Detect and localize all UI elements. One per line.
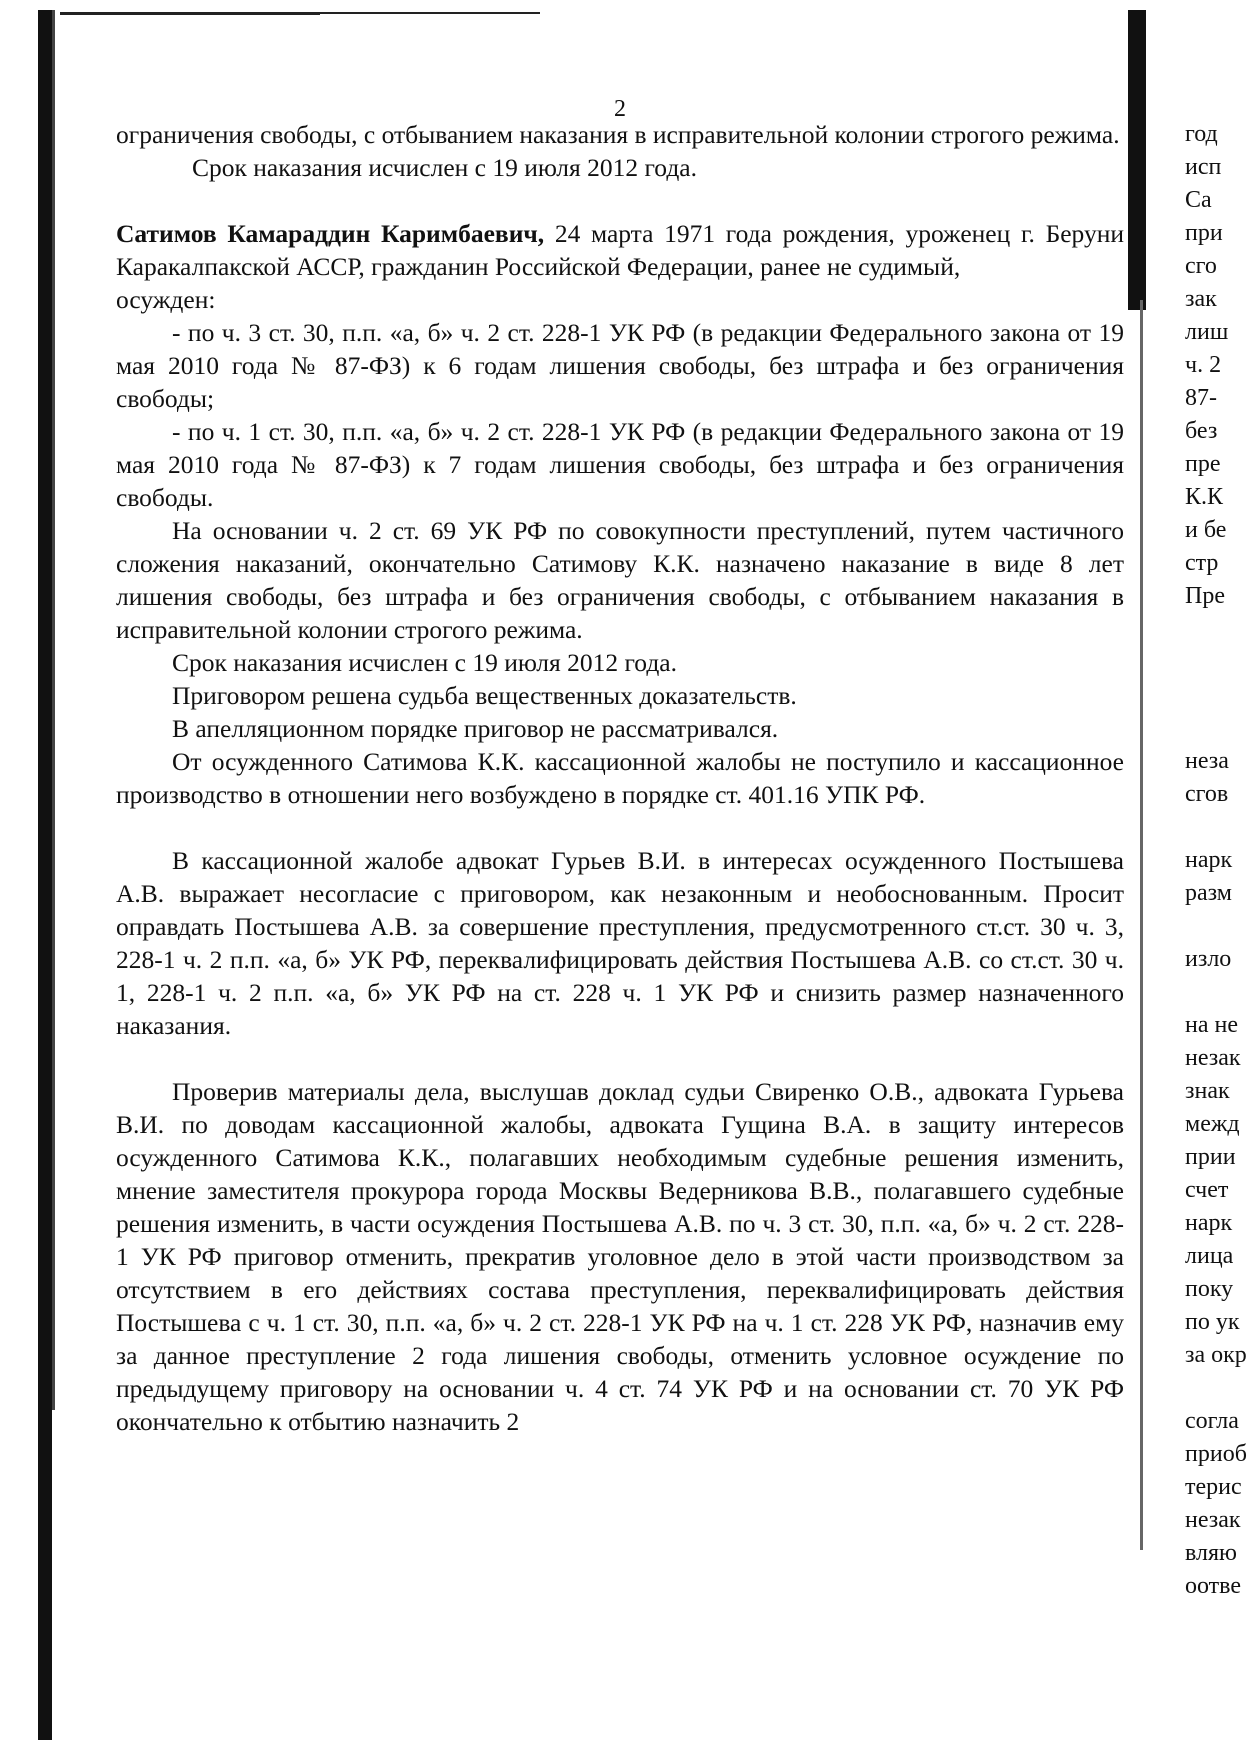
defendant-name: Сатимов Камараддин Каримбаевич,	[116, 219, 545, 248]
fragment-line	[1185, 811, 1245, 844]
spacer	[116, 1042, 1124, 1075]
scan-edge-left	[38, 10, 52, 1740]
top-rule-left	[60, 12, 320, 15]
fragment-line: знак	[1185, 1078, 1230, 1104]
paragraph-appeal: В апелляционном порядке приговор не рассматривался.	[172, 714, 779, 743]
fragment-line: сго	[1185, 253, 1217, 279]
fragment-line: год	[1185, 121, 1218, 147]
fragment-line: за окр	[1185, 1342, 1247, 1368]
fragment-line	[1185, 1372, 1245, 1405]
fragment-line: лиш	[1185, 319, 1229, 345]
fragment-spacer	[1185, 613, 1245, 646]
fragment-line: Пре	[1185, 583, 1225, 609]
defendant-details: 24 марта 1971 года рождения, уроженец г. Беруни Каракалпакской АССР, гражданин Российской Федерации, ранее не судимый,	[116, 219, 1124, 281]
fragment-line: счет	[1185, 1177, 1229, 1203]
fragment-line: пре	[1185, 451, 1221, 477]
fragment-line	[1185, 976, 1245, 1009]
fragment-line: согла	[1185, 1408, 1239, 1434]
fragment-line: К.К	[1185, 484, 1224, 510]
scan-edge-left-inner	[52, 10, 55, 1410]
fragment-line: нарк	[1185, 1210, 1233, 1236]
fragment-line: зак	[1185, 286, 1217, 312]
fragment-line: ч. 2	[1185, 352, 1222, 378]
paragraph-cassation: От осужденного Сатимова К.К. кассационной жалобы не поступило и кассационное производство в отношении него возбуждено в порядке ст. 401.16 УПК РФ.	[116, 747, 1124, 809]
fragment-line: на не	[1185, 1012, 1238, 1038]
spacer	[116, 184, 1124, 217]
fragment-line: по ук	[1185, 1309, 1240, 1335]
fragment-line: вляю	[1185, 1540, 1237, 1566]
fragment-line	[1185, 910, 1245, 943]
defendant-block	[116, 217, 1124, 283]
paragraph-evidence: Приговором решена судьба вещественных доказательств.	[172, 681, 797, 710]
fragment-line: изло	[1185, 946, 1232, 972]
fragment-line: неза	[1185, 748, 1229, 774]
fragment-line: поку	[1185, 1276, 1234, 1302]
charge-2: - по ч. 1 ст. 30, п.п. «а, б» ч. 2 ст. 228-1 УК РФ (в редакции Федерального закона от 19 мая 2010 года № 87-ФЗ) к 7 годам лишения свободы, без штрафа и без ограничения свободы.	[116, 417, 1124, 512]
top-rule-right	[300, 12, 540, 14]
fragment-line: и бе	[1185, 517, 1227, 543]
fragment-line: разм	[1185, 880, 1232, 906]
scan-edge-right	[1128, 10, 1146, 310]
fragment-line: исп	[1185, 154, 1222, 180]
fragment-line: Са	[1185, 187, 1212, 213]
paragraph-term-2: Срок наказания исчислен с 19 июля 2012 года.	[172, 648, 677, 677]
fragment-line: без	[1185, 418, 1218, 444]
fragment-line: прии	[1185, 1144, 1236, 1170]
charge-1: - по ч. 3 ст. 30, п.п. «а, б» ч. 2 ст. 228-1 УК РФ (в редакции Федерального закона от 19 мая 2010 года № 87-ФЗ) к 6 годам лишения свободы, без штрафа и без ограничения свободы;	[116, 318, 1124, 413]
document-body	[116, 118, 1124, 1438]
paragraph-term: Срок наказания исчислен с 19 июля 2012 года.	[192, 153, 697, 182]
fragment-line: межд	[1185, 1111, 1240, 1137]
fragment-line: 87-	[1185, 385, 1217, 411]
spacer	[116, 811, 1124, 844]
paragraph-total-sentence: На основании ч. 2 ст. 69 УК РФ по совокупности преступлений, путем частичного сложения наказаний, окончательно Сатимову К.К. назначено наказание в виде 8 лет лишения свободы, без штрафа и без ограничения свободы, с отбыванием наказания в исправительной колонии строгого режима.	[116, 516, 1124, 644]
fragment-line: при	[1185, 220, 1223, 246]
fragment-spacer	[1185, 712, 1245, 745]
fragment-line: приоб	[1185, 1441, 1247, 1467]
paragraph-sentence-continuation: ограничения свободы, с отбыванием наказания в исправительной колонии строгого режима.	[116, 120, 1120, 149]
paragraph-review: Проверив материалы дела, выслушав доклад судьи Свиренко О.В., адвоката Гурьева В.И. по доводам кассационной жалобы, адвоката Гущина В.А. в защиту интересов осужденного Сатимова К.К., полагавших необходимым судебные решения изменить, мнение заместителя прокурора города Москвы Ведерникова В.В., полагавшего судебные решения изменить, в части осуждения Постышева А.В. по ч. 3 ст. 30, п.п. «а, б» ч. 2 ст. 228-1 УК РФ приговор отменить, прекратив уголовное дело в этой части производством за отсутствием в его действиях состава преступления, переквалифицировать действия Постышева с ч. 1 ст. 30, п.п. «а, б» ч. 2 ст. 228-1 УК РФ на ч. 1 ст. 228 УК РФ, назначив ему за данное преступление 2 года лишения свободы, отменить условное осуждение по предыдущему приговору на основании ч. 4 ст. 74 УК РФ и на основании ст. 70 УК РФ окончательно к отбытию назначить 2	[116, 1077, 1124, 1436]
page-number: 2	[614, 96, 626, 122]
fragment-line: стр	[1185, 550, 1219, 576]
convicted-label: осужден:	[116, 285, 216, 314]
fragment-line: нарк	[1185, 847, 1233, 873]
adjacent-page-fragment	[1185, 118, 1245, 1603]
fragment-spacer	[1185, 646, 1245, 679]
fragment-spacer	[1185, 679, 1245, 712]
fragment-line: оотве	[1185, 1573, 1242, 1599]
fragment-line: лица	[1185, 1243, 1234, 1269]
fragment-line: терис	[1185, 1474, 1242, 1500]
fragment-line: незак	[1185, 1507, 1241, 1533]
fragment-line: незак	[1185, 1045, 1241, 1071]
fragment-line: сгов	[1185, 781, 1229, 807]
paragraph-complaint: В кассационной жалобе адвокат Гурьев В.И. в интересах осужденного Постышева А.В. выражает несогласие с приговором, как незаконным и необоснованным. Просит оправдать Постышева А.В. за совершение преступления, предусмотренного ст.ст. 30 ч. 3, 228-1 ч. 2 п.п. «а, б» УК РФ, переквалифицировать действия Постышева А.В. со ст.ст. 30 ч. 1, 228-1 ч. 2 п.п. «а, б» УК РФ на ст. 228 ч. 1 УК РФ и снизить размер назначенного наказания.	[116, 846, 1124, 1040]
scan-edge-right-inner	[1140, 300, 1143, 1550]
